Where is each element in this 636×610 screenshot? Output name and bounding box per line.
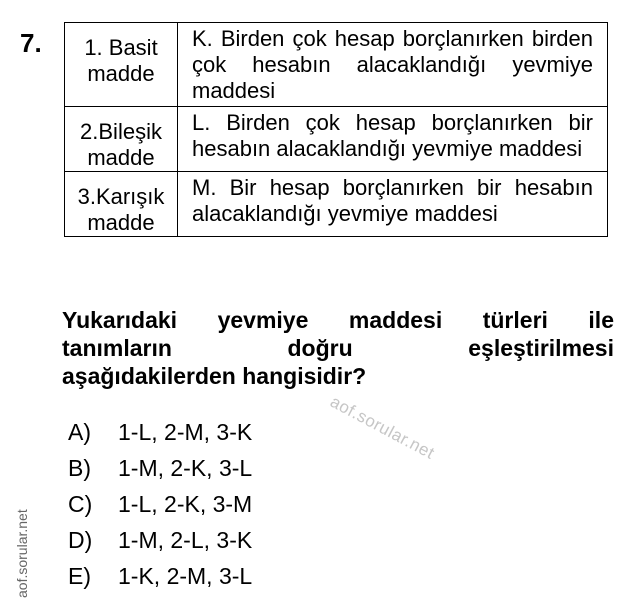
option-text: 1-L, 2-M, 3-K — [118, 419, 253, 445]
definition-line: M. Bir hesap borçlanırken bir — [192, 175, 502, 200]
definition-line: hesabın alacaklandığı yevmiye — [192, 136, 493, 161]
term-cell — [65, 107, 178, 172]
term-line: madde — [87, 61, 155, 86]
definition-line: L. Birden çok hesap borçlanırken bir — [192, 110, 593, 135]
definition-line: maddesi — [498, 136, 583, 161]
question-stem — [62, 306, 614, 390]
definition-cell — [178, 107, 608, 172]
option-text: 1-M, 2-L, 3-K — [118, 527, 253, 553]
option-text: 1-L, 2-K, 3-M — [118, 491, 253, 517]
option-e[interactable] — [68, 558, 252, 594]
question-number: 7. — [20, 28, 42, 58]
watermark: aof.sorular.net — [327, 392, 438, 463]
definition-line: hesabın alacaklandığı yevmiye — [192, 175, 593, 226]
term-line: 3.Karışık — [77, 184, 165, 209]
stem-line: aşağıdakilerden hangisidir? — [62, 363, 367, 389]
table-row — [65, 23, 608, 107]
option-label: B) — [68, 455, 91, 481]
definition-line: birden çok hesabın alacaklandığı — [192, 26, 593, 77]
option-c[interactable] — [68, 486, 252, 522]
table-row — [65, 107, 608, 172]
table-row — [65, 172, 608, 237]
option-label: C) — [68, 491, 93, 517]
term-line: 2.Bileşik — [80, 119, 162, 144]
term-line: madde — [87, 210, 155, 235]
term-line: 1. Basit — [84, 35, 158, 60]
option-a[interactable] — [68, 414, 252, 450]
answer-options — [68, 414, 252, 594]
definition-line: K. Birden çok hesap borçlanırken — [192, 26, 524, 51]
option-text: 1-K, 2-M, 3-L — [118, 563, 253, 589]
option-b[interactable] — [68, 450, 252, 486]
option-label: D) — [68, 527, 93, 553]
option-label: E) — [68, 563, 91, 589]
term-line: madde — [87, 145, 155, 170]
option-text: 1-M, 2-K, 3-L — [118, 455, 253, 481]
definition-table — [64, 22, 608, 237]
stem-line: tanımların doğru eşleştirilmesi — [62, 335, 614, 361]
stem-line: Yukarıdaki yevmiye maddesi türleri ile — [62, 307, 614, 333]
option-label: A) — [68, 419, 91, 445]
term-cell — [65, 23, 178, 107]
definition-cell — [178, 23, 608, 107]
definition-line: maddesi — [414, 201, 498, 226]
definition-cell — [178, 172, 608, 237]
option-d[interactable] — [68, 522, 252, 558]
side-watermark: aof.sorular.net — [14, 509, 30, 598]
term-cell — [65, 172, 178, 237]
definition-line: yevmiye maddesi — [192, 52, 593, 103]
